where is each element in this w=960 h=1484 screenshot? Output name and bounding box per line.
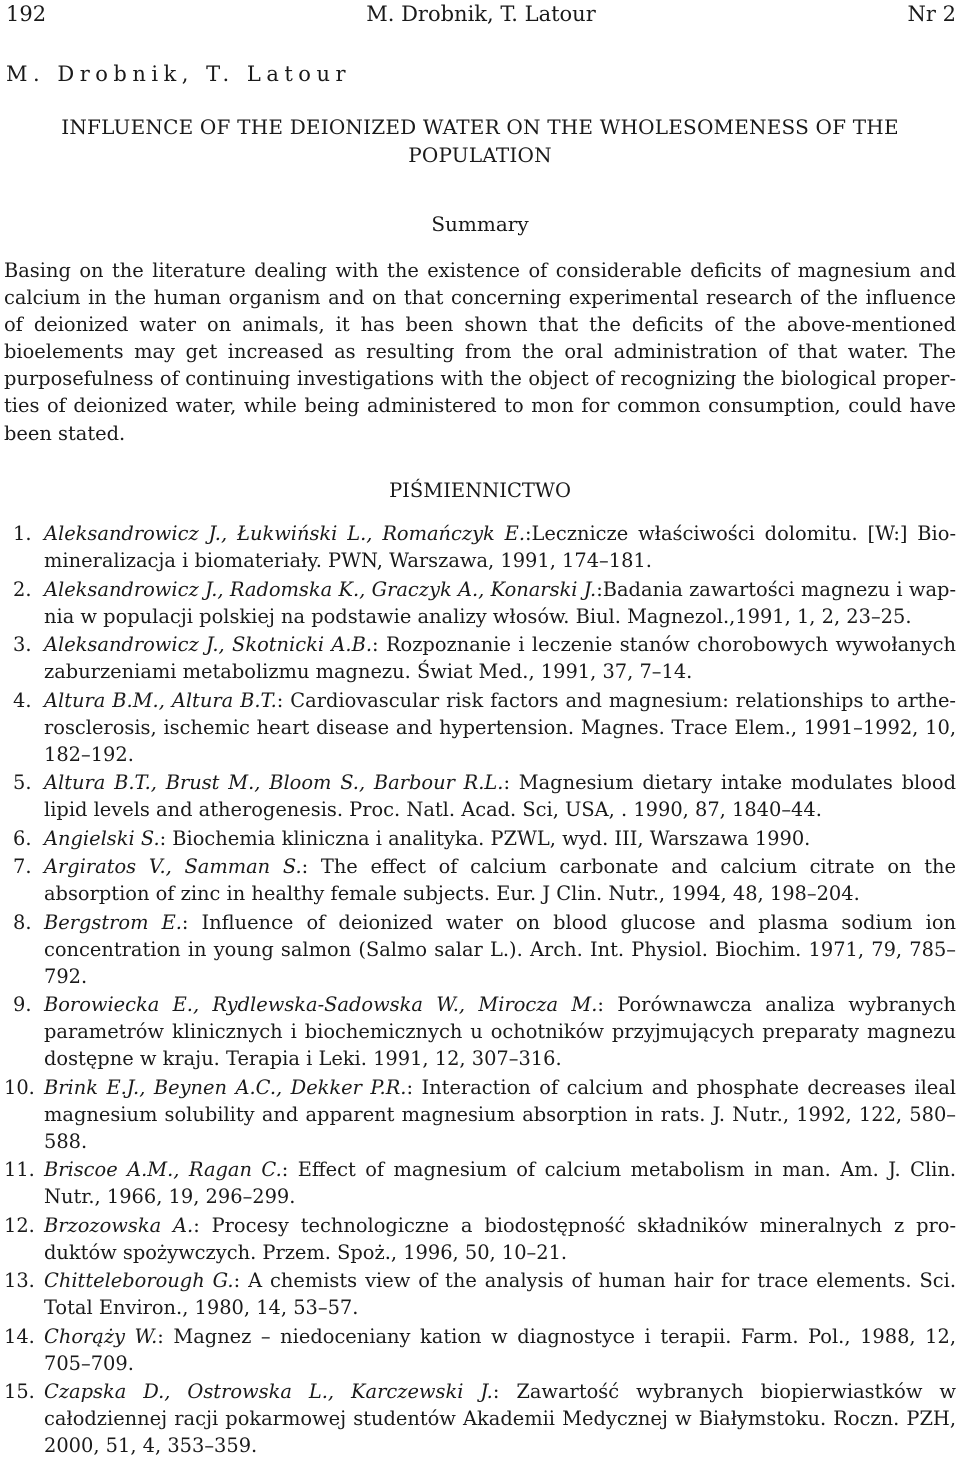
reference-item bbox=[4, 576, 956, 630]
reference-item bbox=[4, 1074, 956, 1155]
reference-item bbox=[4, 1323, 956, 1377]
reference-number: 12. bbox=[4, 1213, 35, 1237]
reference-item bbox=[4, 631, 956, 685]
reference-citation: : Cardiovascular risk factors and magnesium: relationships to artherosclerosis, ischemic heart disease and hypertension. Magnes. Trace Elem., 1991–1992, 10, 182–192. bbox=[44, 688, 956, 766]
reference-authors: Altura B.T., Brust M., Bloom S., Barbour R.L. bbox=[44, 771, 504, 794]
reference-citation: : Rozpoznanie i leczenie stanów chorobowych wywołanych zaburzeniami metabolizmu magnezu. Świat Med., 1991, 37, 7–14. bbox=[44, 633, 956, 683]
reference-citation: : Porównawcza analiza wybranych parametrów klinicznych i biochemicznych u ochotników przyjmujących preparaty magnezu dostępne w kraju. Terapia i Leki. 1991, 12, 307–316. bbox=[44, 993, 956, 1070]
references-heading: PIŚMIENNICTWO bbox=[389, 479, 571, 502]
reference-number: 8. bbox=[13, 910, 32, 934]
reference-item bbox=[4, 1378, 956, 1459]
reference-item bbox=[4, 909, 956, 990]
running-head bbox=[6, 0, 956, 28]
reference-authors: Briscoe A.M., Ragan C. bbox=[44, 1158, 282, 1181]
reference-number: 9. bbox=[13, 993, 32, 1016]
running-head-authors: M. Drobnik, T. Latour bbox=[366, 2, 596, 26]
summary-text: Basing on the literature dealing with the existence of considerable deficits of magnesium and calcium in the human organism and on that concerning experimental research of the influence of deionized water on animals, it has been shown that the deficits of the above-mentioned bioelements may get increased as resulting from the oral administration of that water. The purposefulness of continuing investigations with the object of recognizing the biological properties of deionized water, while being administered to mon for common consumption, could have been stated. bbox=[4, 259, 956, 445]
summary-heading: Summary bbox=[431, 212, 529, 236]
reference-authors: Chorąży W. bbox=[44, 1324, 158, 1348]
reference-number: 15. bbox=[4, 1380, 35, 1403]
reference-item bbox=[4, 1156, 956, 1210]
reference-number: 7. bbox=[13, 855, 32, 878]
reference-citation: : Magnesium dietary intake modulates blood lipid levels and atherogenesis. Proc. Natl. Acad. Sci, USA, . 1990, 87, 1840–44. bbox=[44, 771, 956, 821]
reference-number: 4. bbox=[13, 688, 32, 712]
reference-number: 2. bbox=[13, 577, 32, 601]
reference-number: 3. bbox=[13, 633, 32, 656]
reference-citation: : Interaction of calcium and phosphate decreases ileal magnesium solubility and apparent magnesium absorption in rats. J. Nutr., 1992, 122, 580–588. bbox=[44, 1075, 957, 1153]
reference-item bbox=[4, 1267, 956, 1321]
reference-authors: Borowiecka E., Rydlewska-Sadowska W., Mirocza M. bbox=[44, 993, 598, 1016]
reference-authors: Bergstrom E. bbox=[44, 910, 182, 934]
reference-number: 13. bbox=[4, 1269, 35, 1292]
reference-authors: Chitteleborough G. bbox=[44, 1269, 234, 1292]
reference-authors: Aleksandrowicz J., Skotnicki A.B. bbox=[44, 633, 373, 656]
reference-authors: Czapska D., Ostrowska L., Karczewski J. bbox=[44, 1380, 493, 1403]
reference-number: 11. bbox=[4, 1158, 35, 1181]
article-title: INFLUENCE OF THE DEIONIZED WATER ON THE WHOLESOMENESS OF THE POPULATION bbox=[61, 115, 899, 167]
reference-item bbox=[4, 1212, 956, 1266]
reference-authors: Brink E.J., Beynen A.C., Dekker P.R. bbox=[44, 1075, 407, 1099]
article-authors: M. Drobnik, T. Latour bbox=[6, 62, 352, 86]
reference-citation: : Influence of deionized water on blood glucose and plasma sodium ion concentration in young salmon (Salmo salar L.). Arch. Int. Physiol. Biochim. 1971, 79, 785–792. bbox=[44, 910, 956, 988]
reference-citation: : Magnez – niedoceniany kation w diagnostyce i terapii. Farm. Pol., 1988, 12, 705–709. bbox=[44, 1324, 956, 1375]
reference-number: 1. bbox=[13, 522, 32, 545]
reference-citation: :Badania zawartości magnezu i wapnia w populacji polskiej na podstawie analizy włosów. Biul. Magnezol.,1991, 1, 2, 23–25. bbox=[44, 577, 956, 628]
reference-item bbox=[4, 825, 956, 852]
reference-authors: Brzozowska A. bbox=[44, 1213, 194, 1237]
reference-item bbox=[4, 520, 956, 574]
reference-item bbox=[4, 991, 956, 1072]
reference-item bbox=[4, 687, 956, 768]
reference-citation: :Lecznicze właściwości dolomitu. [W:] Biomineralizacja i biomateriały. PWN, Warszawa, 1991, 174–181. bbox=[44, 522, 956, 572]
reference-citation: : The effect of calcium carbonate and calcium citrate on the absorption of zinc in healthy female subjects. Eur. J Clin. Nutr., 1994, 48, 198–204. bbox=[44, 855, 956, 905]
reference-authors: Angielski S. bbox=[44, 826, 160, 850]
reference-citation: : Zawartość wybranych biopierwiastków w całodziennej racji pokarmowej studentów Akademii Medycznej w Białymstoku. Roczn. PZH, 2000, 51, 4, 353–359. bbox=[44, 1380, 957, 1457]
reference-authors: Argiratos V., Samman S. bbox=[44, 855, 302, 878]
reference-citation: : Biochemia kliniczna i analityka. PZWL, wyd. III, Warszawa 1990. bbox=[159, 826, 811, 850]
reference-authors: Aleksandrowicz J., Łukwiński L., Romańczyk E. bbox=[44, 522, 525, 545]
issue-number: Nr 2 bbox=[907, 2, 956, 26]
reference-authors: Altura B.M., Altura B.T. bbox=[44, 688, 277, 712]
reference-citation: : Procesy technologiczne a biodostępność składników mineralnych z produktów spożywczych. Przem. Spoż., 1996, 50, 10–21. bbox=[44, 1213, 956, 1264]
page-number: 192 bbox=[6, 2, 47, 26]
reference-citation: : Effect of magnesium of calcium metabolism in man. Am. J. Clin. Nutr., 1966, 19, 296–299. bbox=[44, 1158, 956, 1208]
reference-number: 14. bbox=[4, 1324, 35, 1348]
reference-number: 6. bbox=[13, 826, 32, 850]
reference-item bbox=[4, 853, 956, 907]
reference-number: 5. bbox=[13, 771, 32, 794]
reference-list bbox=[4, 520, 956, 1461]
reference-authors: Aleksandrowicz J., Radomska K., Graczyk A., Konarski J. bbox=[44, 577, 597, 601]
reference-number: 10. bbox=[4, 1075, 35, 1099]
reference-citation: : A chemists view of the analysis of human hair for trace elements. Sci. Total Environ., 1980, 14, 53–57. bbox=[44, 1269, 956, 1319]
reference-item bbox=[4, 769, 956, 823]
